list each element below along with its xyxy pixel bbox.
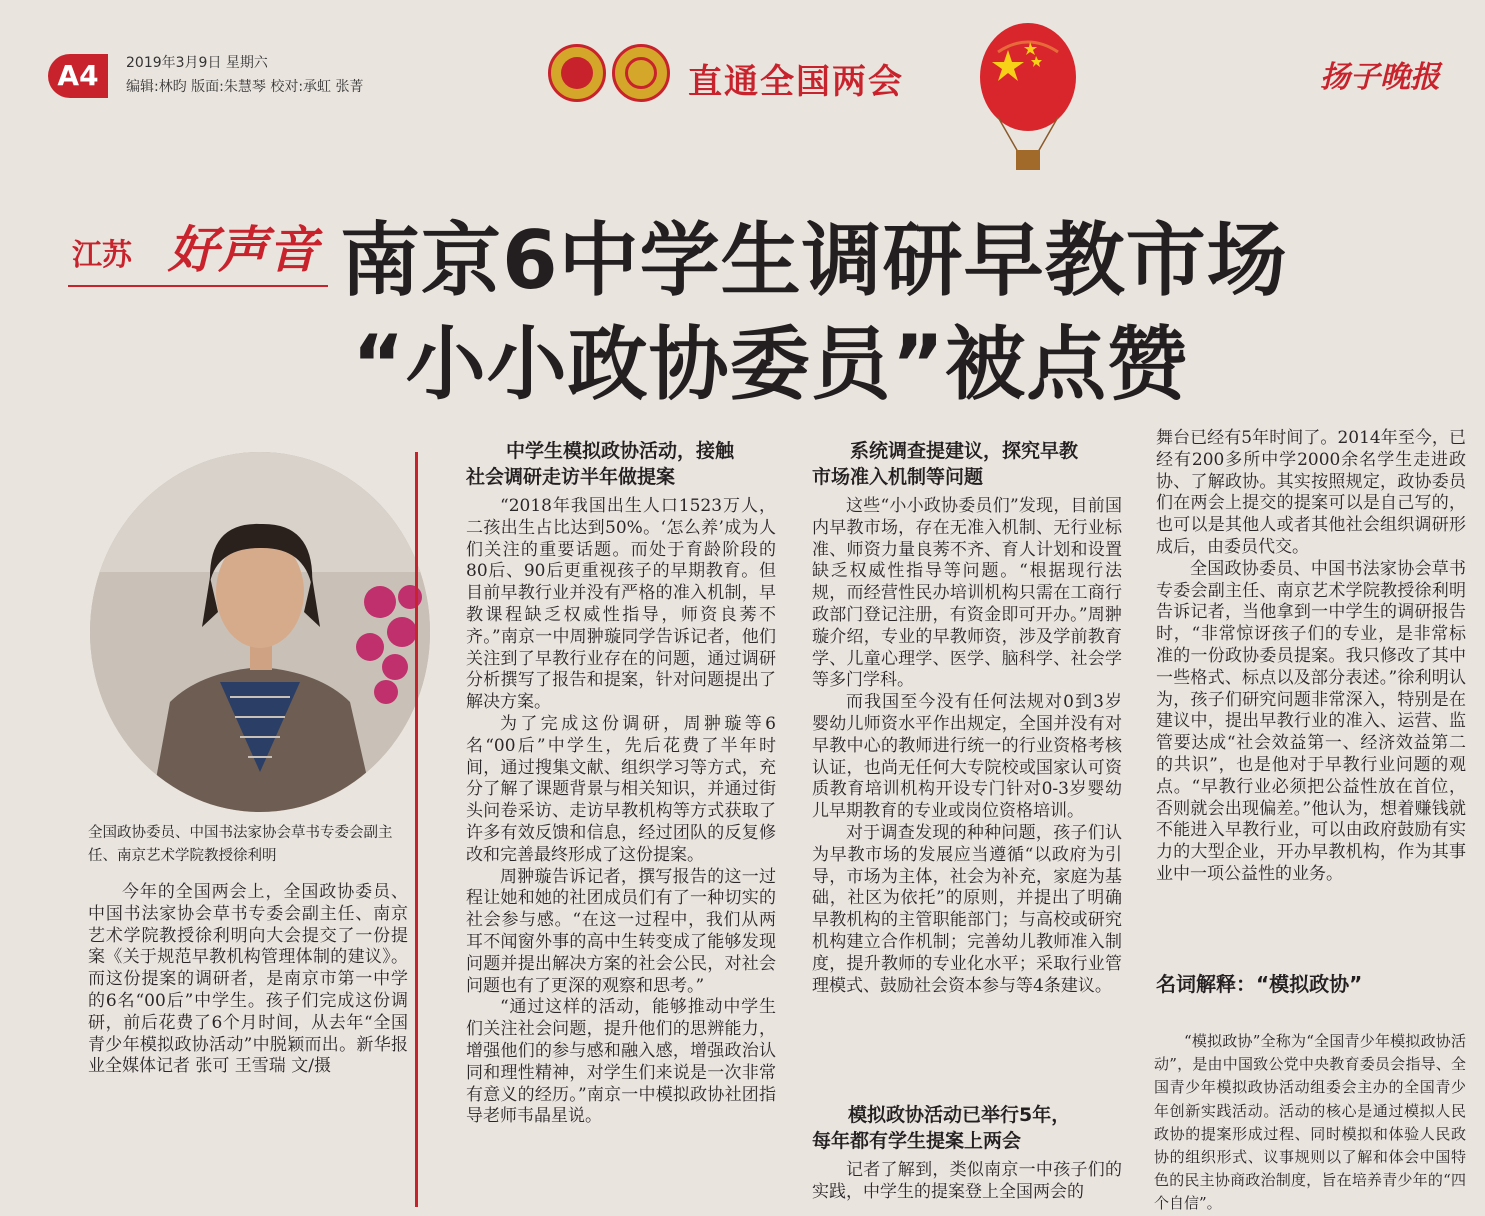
paragraph: “2018年我国出生人口1523万人，二孩出生占比达到50%。‘怎么养’成为人们关注的重要话题。而处于育龄阶段的80后、90后更重视孩子的早期教育。但目前早教行业并没有严格的准入机制，早教课程缺乏权威性指导，师资良莠不齐。”南京一中周翀璇同学告诉记者，他们关注到了早教行业存在的问题，通过调研分析撰写了报告和提案，针对问题提出了解决方案。 (466, 496, 776, 713)
portrait-photo (90, 452, 430, 812)
subheading-2-line-2: 市场准入机制等问题 (812, 466, 984, 488)
section-title: 直通全国两会 (688, 62, 904, 102)
paragraph: 这些“小小政协委员们”发现，目前国内早教市场，存在无准入机制、无行业标准、师资力量良莠不齐、育人计划和设置缺乏权威性指导等问题。“根据现行法规，而经营性民办培训机构只需在工商行政部门登记注册，有资金即可开办。”周翀璇介绍，专业的早教师资，涉及学前教育学、儿童心理学、医学、脑科学、社会学等多门学科。 (812, 496, 1122, 691)
subheading-1-line-1: 中学生模拟政协活动，接触 (506, 440, 735, 462)
subheading-2-line-1: 系统调查提建议，探究早教 (850, 440, 1079, 462)
balloon-flag-icon (978, 22, 1078, 182)
paragraph: “通过这样的活动，能够推动中学生们关注社会问题，提升他们的思辨能力，增强他们的参与感和融入感，增强政治认同和理性精神，对学生们来说是一次非常有意义的经历。”南京一中模拟政协社团指导老师韦晶星说。 (466, 997, 776, 1127)
paragraph: 周翀璇告诉记者，撰写报告的这一过程让她和她的社团成员们有了一种切实的社会参与感。“在这一过程中，我们从两耳不闻窗外事的高中生转变成了能够发现问题并提出解决方案的社会公民，对社会问题也有了更深的观察和思考。” (466, 866, 776, 996)
article-column-4 (1156, 428, 1466, 886)
paragraph: 舞台已经有5年时间了。2014年至今，已经有200多所中学2000余名学生走进政协、了解政协。其实按照规定，政协委员们在两会上提交的提案可以是自己写的，也可以是其他人或者其他社会组织调研形成后，由委员代交。 (1156, 428, 1466, 557)
kicker-underline (68, 285, 328, 287)
article-column-3 (812, 496, 1122, 1076)
subheading-1-line-2: 社会调研走访半年做提案 (466, 466, 676, 488)
subheading-3-line-1: 模拟政协活动已举行5年， (848, 1104, 1071, 1126)
cppcc-emblem-icon (612, 44, 670, 102)
paragraph: 对于调查发现的种种问题，孩子们认为早教市场的发展应当遵循“以政府为引导，市场为主体，社会为补充，家庭为基础，社区为依托”的原则，并提出了明确早教机构的主管职能部门；与高校或研究机构建立合作机制；完善幼儿教师准入制度，提升教师的专业化水平；采取行业管理模式、鼓励社会资本参与等4条建议。 (812, 822, 1122, 996)
editors-credit: 编辑:林昀 版面:朱慧琴 校对:承虹 张菁 (126, 79, 364, 95)
article-column-3-tail (812, 1160, 1122, 1204)
glossary-title: 名词解释：“模拟政协” (1156, 972, 1363, 996)
paragraph: 而我国至今没有任何法规对0到3岁婴幼儿师资水平作出规定，全国并没有对早教中心的教师进行统一的行业资格考核认证，也尚无任何大专院校或国家认可资质教育培训机构开设专门针对0-3岁婴幼儿早期教育的专业或岗位资格培训。 (812, 692, 1122, 822)
headline-line-1: 南京6中学生调研早教市场 (340, 214, 1288, 307)
glossary-text: “模拟政协”全称为“全国青少年模拟政协活动”，是由中国致公党中央教育委员会指导、全国青少年模拟政协活动组委会主办的全国青少年创新实践活动。活动的核心是通过模拟人民政协的提案形成过程、同时模拟和体验人民政协的组织形式、议事规则以了解和体会中国特色的民主协商政治制度，旨在培养青少年的“四个自信”。 (1154, 1032, 1466, 1213)
column-divider-rule (415, 452, 418, 1207)
intro-column (88, 882, 408, 1078)
newspaper-masthead: 扬子晚报 (1320, 60, 1440, 95)
paragraph: 记者了解到，类似南京一中孩子们的实践，中学生的提案登上全国两会的 (812, 1160, 1122, 1202)
national-emblem-icon (548, 44, 606, 102)
glossary-box (1154, 1030, 1466, 1216)
kicker-label: 江苏 (72, 238, 132, 273)
issue-date: 2019年3月9日 星期六 (126, 55, 268, 71)
page-number-badge: A4 (48, 54, 108, 98)
paragraph: 为了完成这份调研，周翀璇等6名“00后”中学生，先后花费了半年时间，通过搜集文献、组织学习等方式，充分了解了课题背景与相关知识，并通过街头问卷采访、走访早教机构等方式获取了许多有效反馈和信息，经过团队的反复修改和完善最终形成了这份提案。 (466, 713, 776, 865)
paragraph: 全国政协委员、中国书法家协会草书专委会副主任、南京艺术学院教授徐利明告诉记者，当他拿到一中学生的调研报告时，“非常惊讶孩子们的专业，是非常标准的一份政协委员提案。我只修改了其中一些格式、标点以及部分表述。”徐利明认为，孩子们研究问题非常深入，特别是在建议中，提出早教行业的准入、运营、监管要达成“社会效益第一、经济效益第二的共识”，也是他对于早教行业问题的观点。“早教行业必须把公益性放在首位，否则就会出现偏差。”他认为，想着赚钱就不能进入早教行业，可以由政府鼓励有实力的大型企业，开办早教机构，作为其事业中一项公益性的业务。 (1156, 558, 1466, 884)
kicker-calligraphy: 好声音 (168, 220, 318, 279)
article-column-2 (466, 496, 776, 1128)
portrait-illustration (90, 452, 430, 812)
headline-line-2: “小小政协委员”被点赞 (352, 318, 1189, 411)
intro-paragraph: 今年的全国两会上，全国政协委员、中国书法家协会草书专委会副主任、南京艺术学院教授徐利明向大会提交了一份提案《关于规范早教机构管理体制的建议》。而这份提案的调研者，是南京市第一中学的6名“00后”中学生。孩子们完成这份调研，前后花费了6个月时间，从去年“全国青少年模拟政协活动”中脱颖而出。新华报业全媒体记者 张可 王雪瑞 文/摄 (88, 882, 408, 1077)
photo-caption: 全国政协委员、中国书法家协会草书专委会副主任、南京艺术学院教授徐利明 (88, 825, 393, 864)
subheading-3-line-2: 每年都有学生提案上两会 (812, 1130, 1022, 1152)
